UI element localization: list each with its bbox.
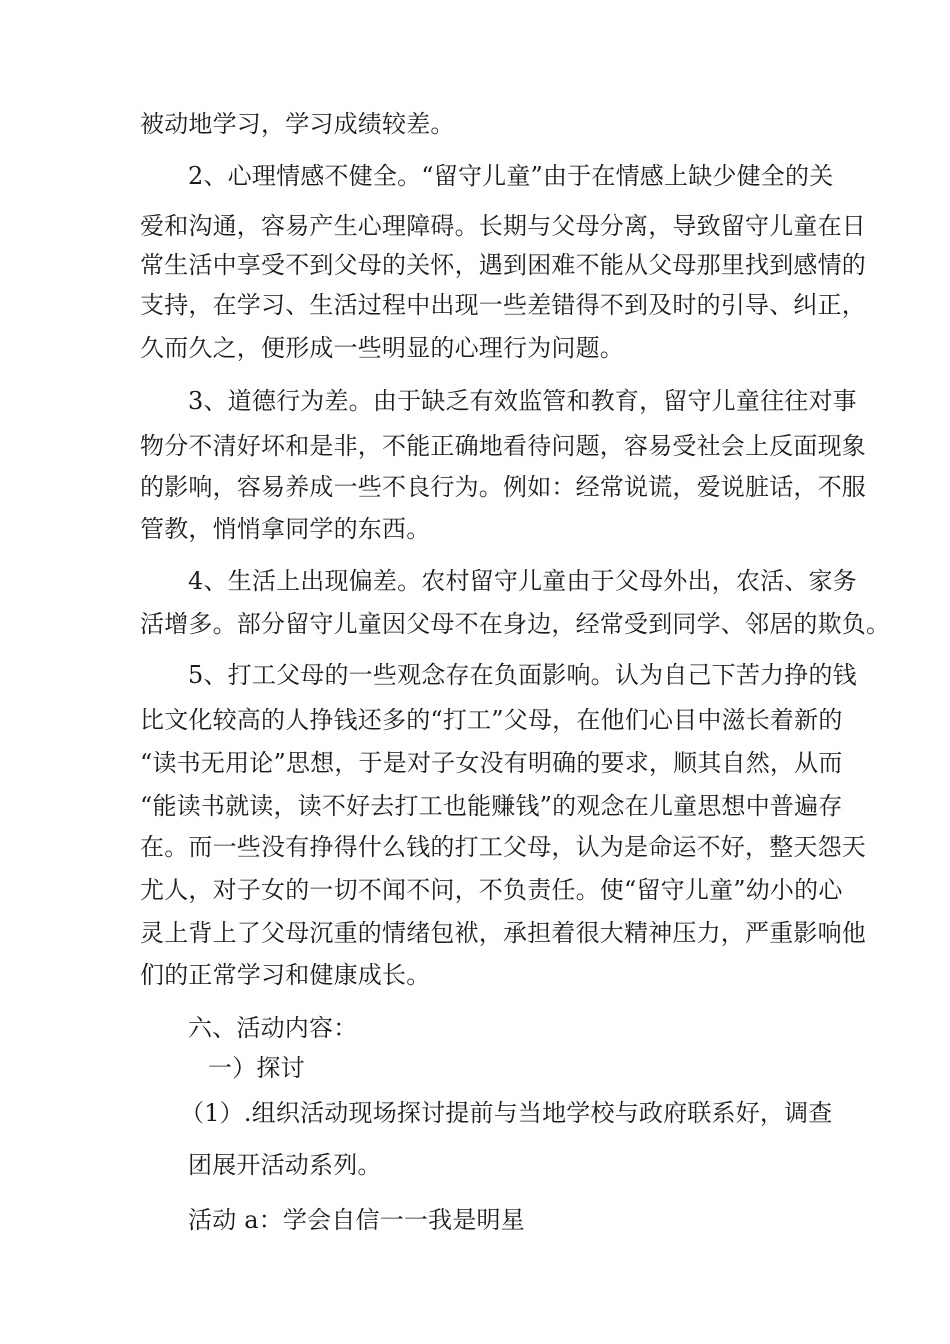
text-line: “能读书就读，读不好去打工也能赚钱”的观念在儿童思想中普遍存 <box>140 792 843 820</box>
text-line: 支持，在学习、生活过程中出现一些差错得不到及时的引导、纠正， <box>140 291 866 319</box>
text-line: 们的正常学习和健康成长。 <box>140 961 431 989</box>
text-line: 5、打工父母的一些观念存在负面影响。认为自己下苦力挣的钱 <box>188 661 857 689</box>
text-line: 2、心理情感不健全。“留守儿童”由于在情感上缺少健全的关 <box>188 162 834 190</box>
text-line: 在。而一些没有挣得什么钱的打工父母，认为是命运不好，整天怨天 <box>140 833 866 861</box>
text-line: 管教，悄悄拿同学的东西。 <box>140 515 431 543</box>
text-line: 活动 a：学会自信一一我是明星 <box>188 1206 525 1234</box>
text-line: 被动地学习，学习成绩较差。 <box>140 110 455 138</box>
text-line: 久而久之，便形成一些明显的心理行为问题。 <box>140 334 624 362</box>
text-line: 尤人，对子女的一切不闻不问，不负责任。使“留守儿童”幼小的心 <box>140 876 843 904</box>
text-line: 3、道德行为差。由于缺乏有效监管和教育，留守儿童往往对事 <box>188 387 857 415</box>
subsection-heading: 一）探讨 <box>208 1054 305 1082</box>
text-line: 灵上背上了父母沉重的情绪包袱，承担着很大精神压力，严重影响他 <box>140 919 866 947</box>
text-line: “读书无用论”思想，于是对子女没有明确的要求，顺其自然，从而 <box>140 749 843 777</box>
section-heading: 六、活动内容： <box>188 1014 358 1042</box>
text-line: 物分不清好坏和是非，不能正确地看待问题，容易受社会上反面现象 <box>140 432 866 460</box>
text-line: 团展开活动系列。 <box>188 1151 382 1179</box>
text-line: （1）.组织活动现场探讨提前与当地学校与政府联系好，调查 <box>180 1099 833 1127</box>
text-line: 比文化较高的人挣钱还多的“打工”父母，在他们心目中滋长着新的 <box>140 706 843 734</box>
text-line: 活增多。部分留守儿童因父母不在身边，经常受到同学、邻居的欺负。 <box>140 610 891 638</box>
text-line: 的影响，容易养成一些不良行为。例如：经常说谎，爱说脏话，不服 <box>140 473 866 501</box>
text-line: 常生活中享受不到父母的关怀，遇到困难不能从父母那里找到感情的 <box>140 251 866 279</box>
text-line: 4、生活上出现偏差。农村留守儿童由于父母外出，农活、家务 <box>188 567 857 595</box>
text-line: 爱和沟通，容易产生心理障碍。长期与父母分离，导致留守儿童在日 <box>140 212 866 240</box>
